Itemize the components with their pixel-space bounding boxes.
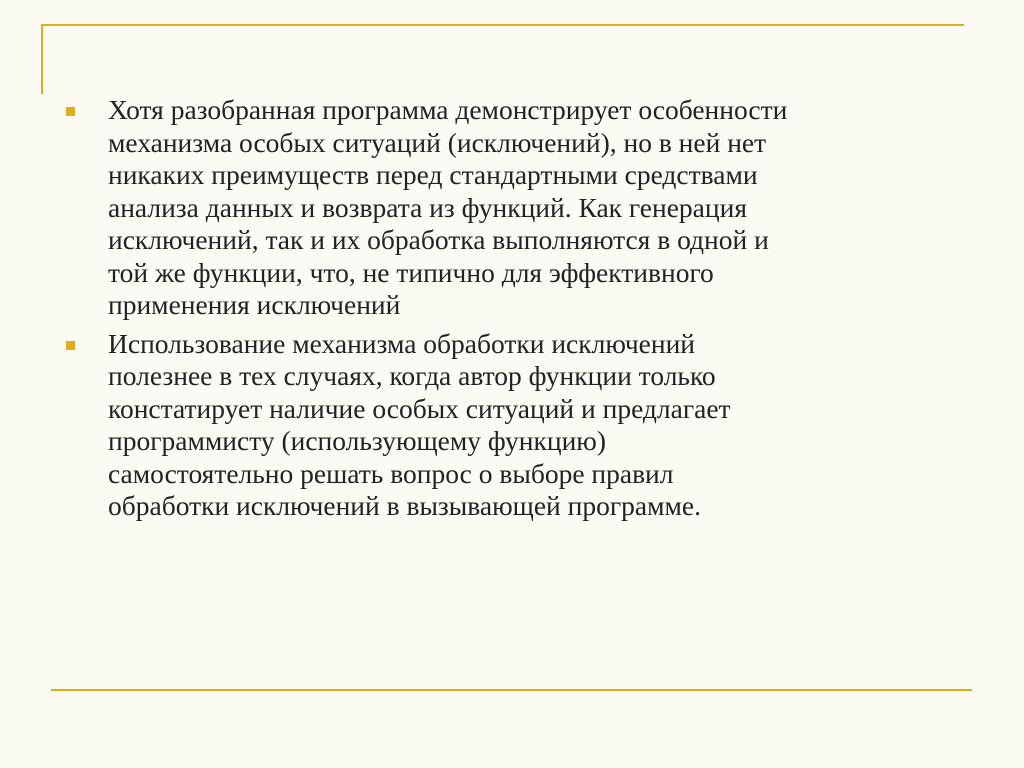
bottom-frame-line <box>51 689 972 691</box>
bullet-item <box>66 94 966 322</box>
square-bullet-icon <box>66 107 75 116</box>
bullet-text: Хотя разобранная программа демонстрирует особенности механизма особых ситуаций (исключений), но в ней нет никаких преимуществ перед стандартными средствами анализа данных и возврата из функций. Как генерация исключений, так и их обработка выполняются в одной и той же функции, что, не типично для эффективного применения исключений <box>108 94 788 320</box>
left-frame-line <box>41 24 43 94</box>
bullet-list <box>66 94 966 529</box>
bullet-item <box>66 328 966 523</box>
bullet-text: Использование механизма обработки исключений полезнее в тех случаях, когда автор функции только констатирует наличие особых ситуаций и предлагает программисту (использующему функцию) самостоятельно решать вопрос о выборе правил обработки исключений в вызывающей программе. <box>108 327 731 521</box>
square-bullet-icon <box>66 341 75 350</box>
top-frame-line <box>41 24 964 26</box>
